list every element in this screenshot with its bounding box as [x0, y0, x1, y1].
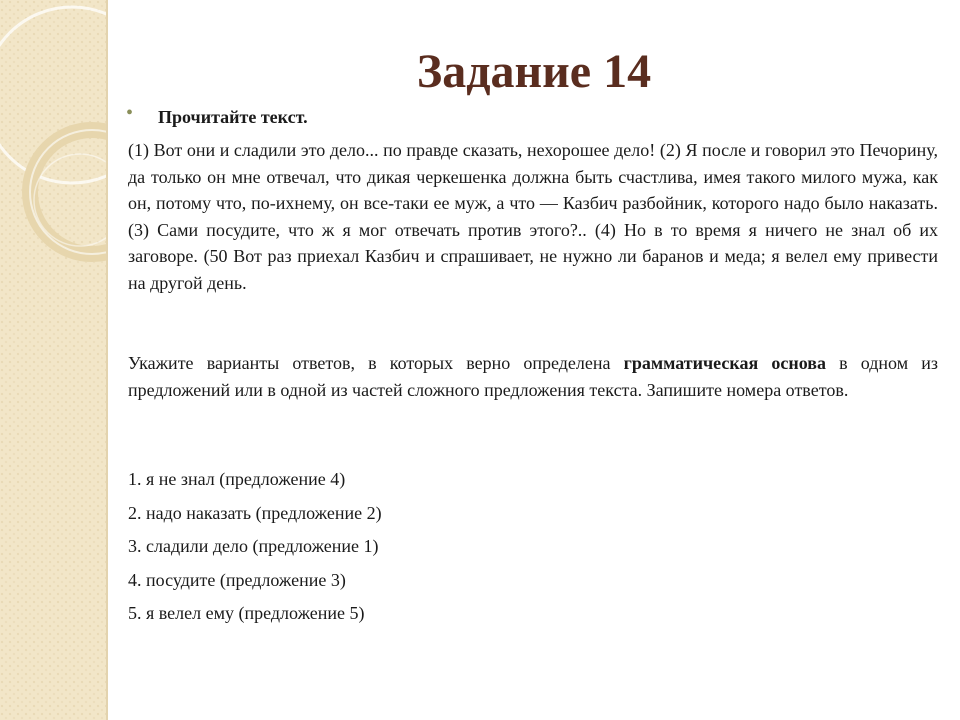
passage-text: (1) Вот они и сладили это дело... по правде сказать, нехорошее дело! (2) Я после и говорил это Печорину, да только он мне отвечал, что дикая черкешенка должна быть счастлива, имея такого милого мужа, как он, потому что, по-ихнему, он все-таки ее муж, а что — Казбич разбойник, которого надо было наказать. (3) Сами посудите, что ж я мог отвечать против этого?.. (4) Но в то время я ничего не знал об их заговоре. (50 Вот раз приехал Казбич и спрашивает, не нужно ли баранов и меда; я велел ему привести на другой день. [128, 140, 938, 293]
question-emphasis: грамматическая основа [623, 353, 826, 373]
instruction-text: Прочитайте текст. [158, 107, 308, 127]
bullet-dot-icon: • [126, 102, 134, 124]
decorative-sidebar [0, 0, 106, 720]
page-title: Задание 14 [416, 45, 652, 98]
answer-option-4: 4. посудите (предложение 3) [128, 569, 346, 590]
question-text-before: Укажите варианты ответов, в которых верно определена [128, 353, 624, 373]
question-text-after: в одном из предложений или в одной из частей сложного предложения текста. Запишите номера ответов. [128, 353, 938, 400]
answer-option-3: 3. сладили дело (предложение 1) [128, 536, 379, 556]
decorative-rings-icon [0, 0, 106, 720]
answer-option-2: 2. надо наказать (предложение 2) [128, 502, 382, 523]
sidebar-divider [106, 0, 108, 720]
answer-option-1: 1. я не знал (предложение 4) [128, 469, 346, 489]
question-text [128, 350, 938, 403]
answer-list [128, 466, 382, 634]
answer-option-5: 5. я велел ему (предложение 5) [128, 603, 365, 623]
instruction-line [126, 102, 308, 129]
